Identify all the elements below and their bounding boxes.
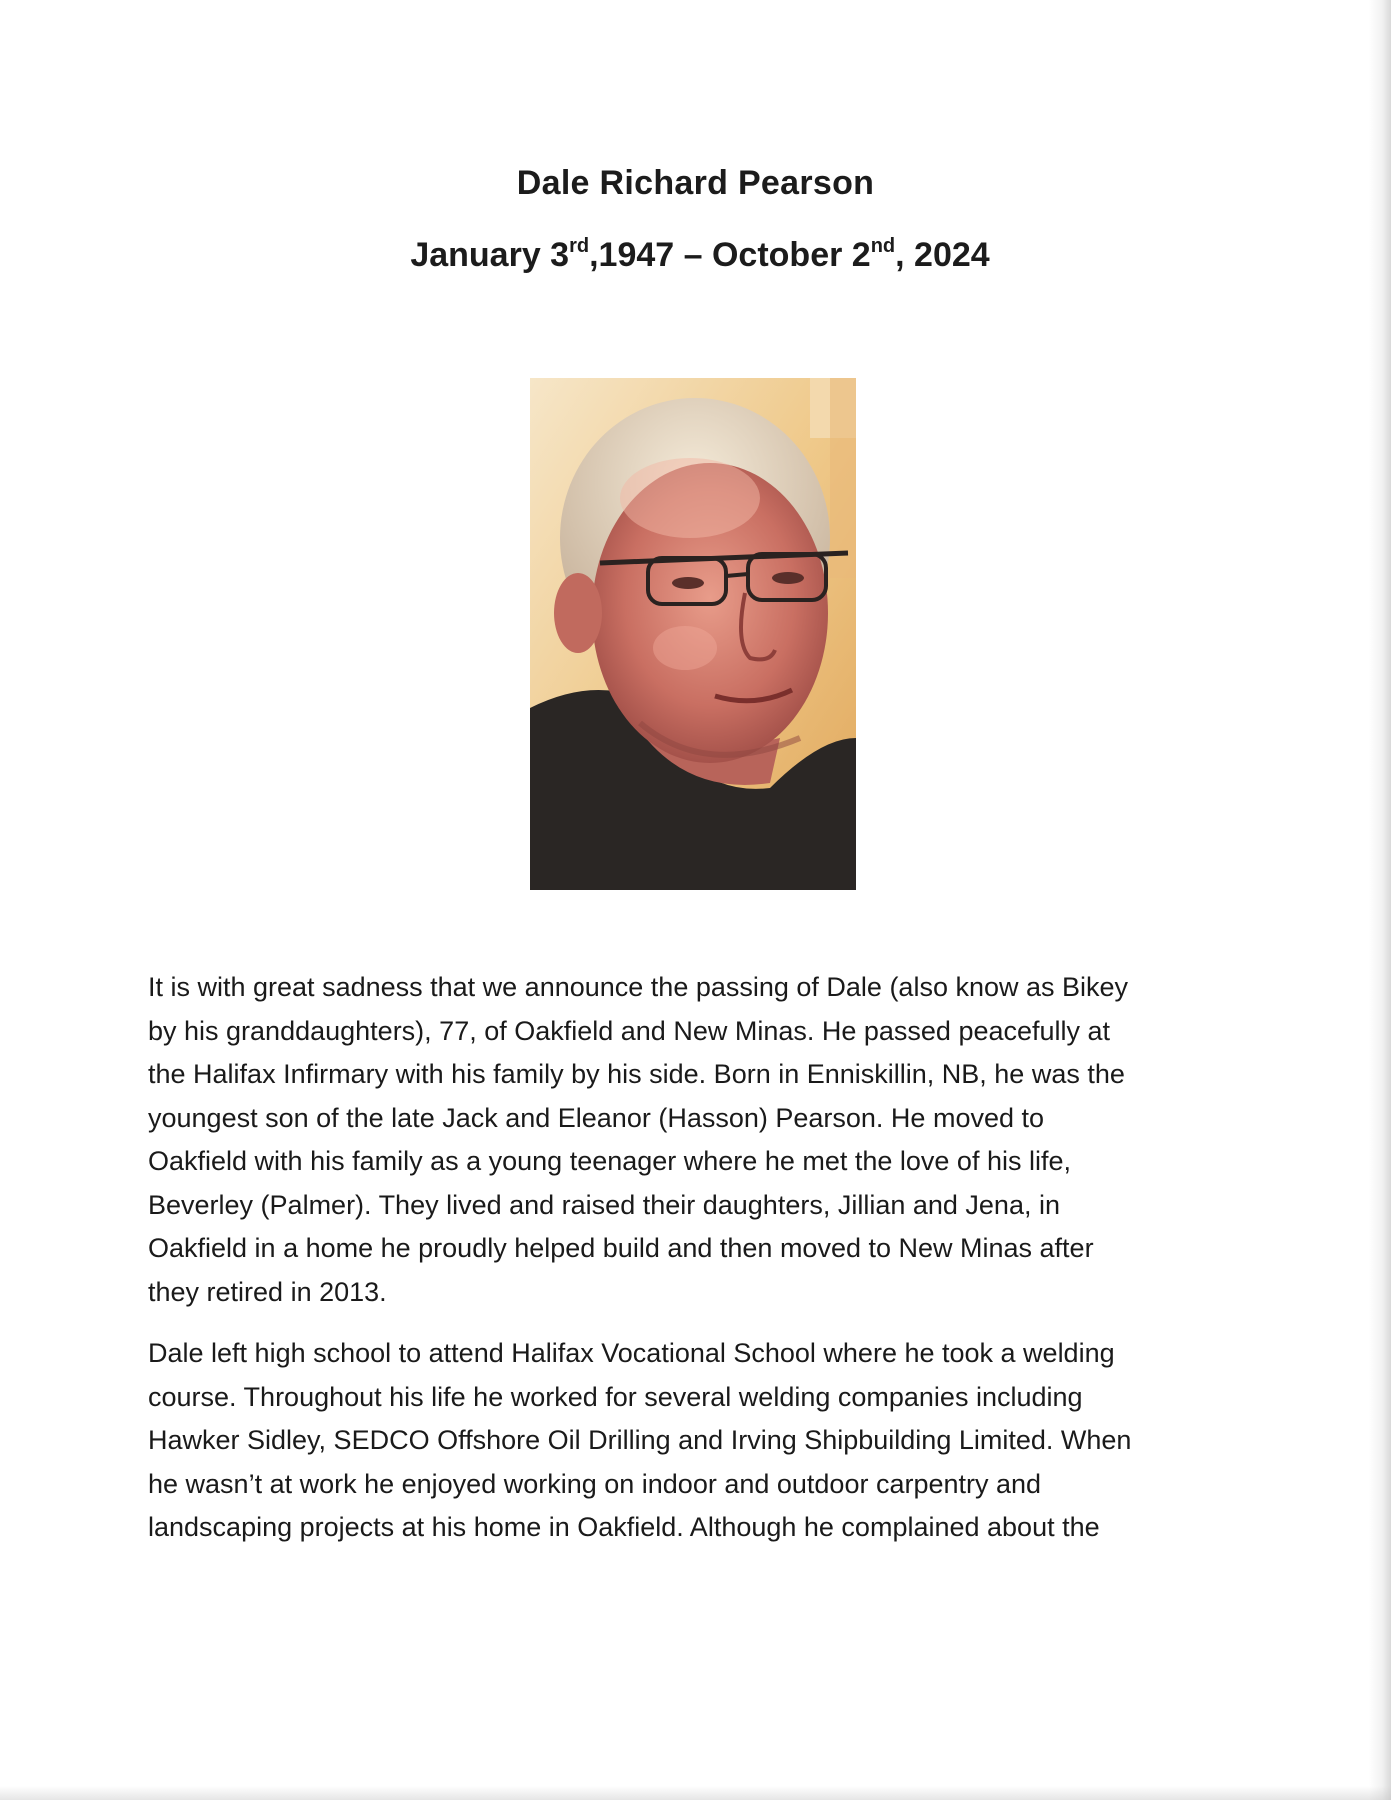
paragraph-2 <box>148 1332 1228 1550</box>
text-line: landscaping projects at his home in Oakfield. Although he complained about the <box>148 1512 1100 1542</box>
text-line: Beverley (Palmer). They lived and raised their daughters, Jillian and Jena, in <box>148 1189 1060 1220</box>
paragraph-1 <box>148 966 1228 1314</box>
death-date-text: October 2 <box>711 236 871 274</box>
text-line: Hawker Sidley, SEDCO Offshore Oil Drilling and Irving Shipbuilding Limited. When <box>148 1425 1132 1455</box>
death-year-text: , 2024 <box>895 236 990 274</box>
text-line: he wasn’t at work he enjoyed working on indoor and outdoor carpentry and <box>148 1468 1042 1499</box>
text-line: Oakfield with his family as a young teenager where he met the love of his life, <box>148 1146 1071 1176</box>
birth-date-suffix: rd <box>569 234 590 257</box>
text-line: they retired in 2013. <box>148 1276 387 1307</box>
death-date-suffix: nd <box>870 234 896 257</box>
text-line: It is with great sadness that we announce the passing of Dale (also know as Bikey <box>148 972 1129 1002</box>
obituary-name: Dale Richard Pearson <box>516 164 875 202</box>
portrait-photo <box>530 378 856 890</box>
text-line: the Halifax Infirmary with his family by his side. Born in Enniskillin, NB, he was the <box>148 1059 1125 1089</box>
text-line: course. Throughout his life he worked for several welding companies including <box>148 1381 1083 1412</box>
text-line: Dale left high school to attend Halifax Vocational School where he took a welding <box>148 1338 1115 1368</box>
obituary-body <box>148 966 1228 1568</box>
scan-edge-shadow-bottom <box>0 1786 1391 1800</box>
birth-date-text: January 3 <box>410 236 570 274</box>
text-line: by his granddaughters), 77, of Oakfield and New Minas. He passed peacefully at <box>148 1015 1111 1046</box>
text-line: youngest son of the late Jack and Eleanor (Hasson) Pearson. He moved to <box>148 1102 1045 1133</box>
text-line: Oakfield in a home he proudly helped build and then moved to New Minas after <box>148 1233 1094 1263</box>
scan-edge-shadow <box>1369 0 1391 1800</box>
birth-year-text: ,1947 – <box>589 236 712 274</box>
life-dates <box>0 236 1391 275</box>
